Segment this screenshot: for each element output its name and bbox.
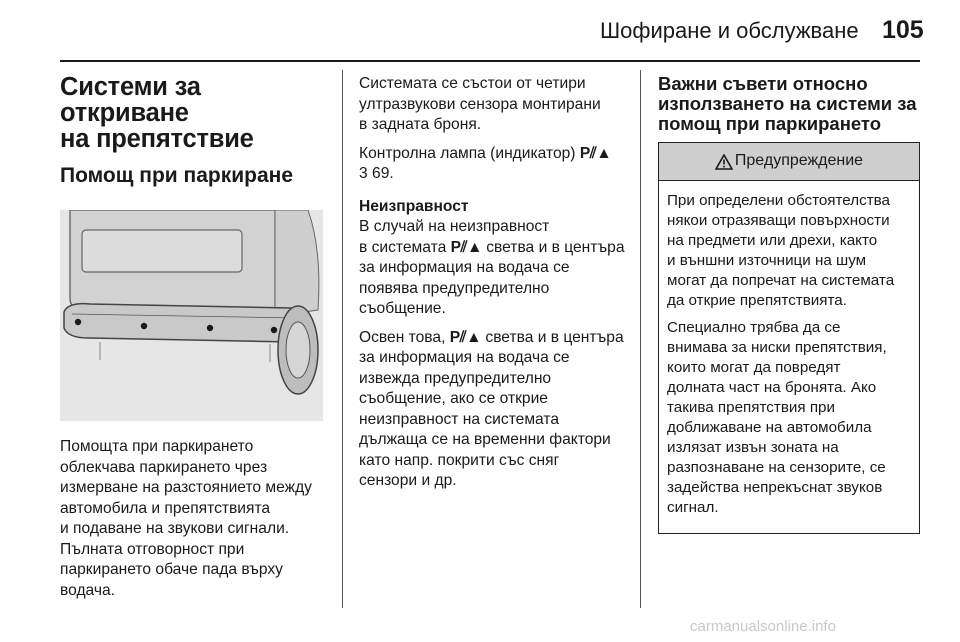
page-reference: 69. xyxy=(372,165,394,182)
warning-header xyxy=(659,143,919,181)
parking-assist-symbol: P⫽▲ xyxy=(579,144,612,162)
left-column xyxy=(60,74,330,601)
middle-column xyxy=(359,74,627,500)
column-divider xyxy=(342,70,343,608)
watermark: carmanualsonline.info xyxy=(690,618,836,635)
page-number: 105 xyxy=(882,16,924,44)
section-title: Системи за откриване на препятствие xyxy=(60,73,254,153)
rear-bumper-sensors-illustration xyxy=(60,210,323,421)
page-reference-arrow: 3 xyxy=(359,165,368,182)
header-rule xyxy=(60,60,920,62)
warning-box xyxy=(658,142,920,534)
fault-heading: Неизправност xyxy=(359,197,469,215)
warning-title: Предупреждение xyxy=(734,152,864,170)
additional-fault-paragraph: Освен това, P⫽▲ светва и в центъра за информация на водача се извежда предупредително съобщение, ако се открие неизправност на системата дължаща се на временни фактори като напр. покрити със сняг сензори и др. xyxy=(359,328,624,489)
parking-assist-symbol: P⫽▲ xyxy=(449,328,482,346)
warning-body xyxy=(659,181,919,533)
subsection-title: Помощ при паркиране xyxy=(60,164,294,187)
sensor-dot xyxy=(75,319,81,325)
sensor-dot xyxy=(207,325,213,331)
parking-assist-symbol: P⫽▲ xyxy=(450,238,482,256)
sensor-dot xyxy=(141,323,147,329)
warning-triangle-icon xyxy=(715,154,733,170)
fault-paragraph: В случай на неизправност в системата P⫽▲ светва и в центъра за информация на водача се появява предупредително съобщение. xyxy=(359,218,625,317)
right-column xyxy=(658,74,922,534)
header-title: Шофиране и обслужване xyxy=(600,18,859,43)
control-lamp-paragraph: Контролна лампа (индикатор) P⫽▲ 3 69. xyxy=(359,144,612,182)
intro-paragraph: Системата се състои от четири ултразвукови сензора монтирани в задната броня. xyxy=(359,75,601,133)
warning-paragraph: При определени обстоятелства някои отразяващи повърхности на предмети или дрехи, както и външни източници на шум могат да попречат на системата да открие препятствията. xyxy=(667,192,895,309)
tips-heading: Важни съвети относно използването на системи за помощ при паркирането xyxy=(658,73,917,134)
column-divider xyxy=(640,70,641,608)
sensor-dot xyxy=(271,327,277,333)
illustration-caption: Помощта при паркирането облекчава паркирането чрез измерване на разстоянието между автомобила и препятствията и подаване на звукови сигнали. Пълната отговорност при паркирането обаче пада върху водача. xyxy=(60,438,312,599)
warning-paragraph: Специално трябва да се внимава за ниски препятствия, които могат да повредят долната част на бронята. Ако такива препятствия при доближаване на автомобила излязат извън зоната на разпознаване на сензорите, се задейства непрекъснат звуков сигнал. xyxy=(667,319,887,516)
